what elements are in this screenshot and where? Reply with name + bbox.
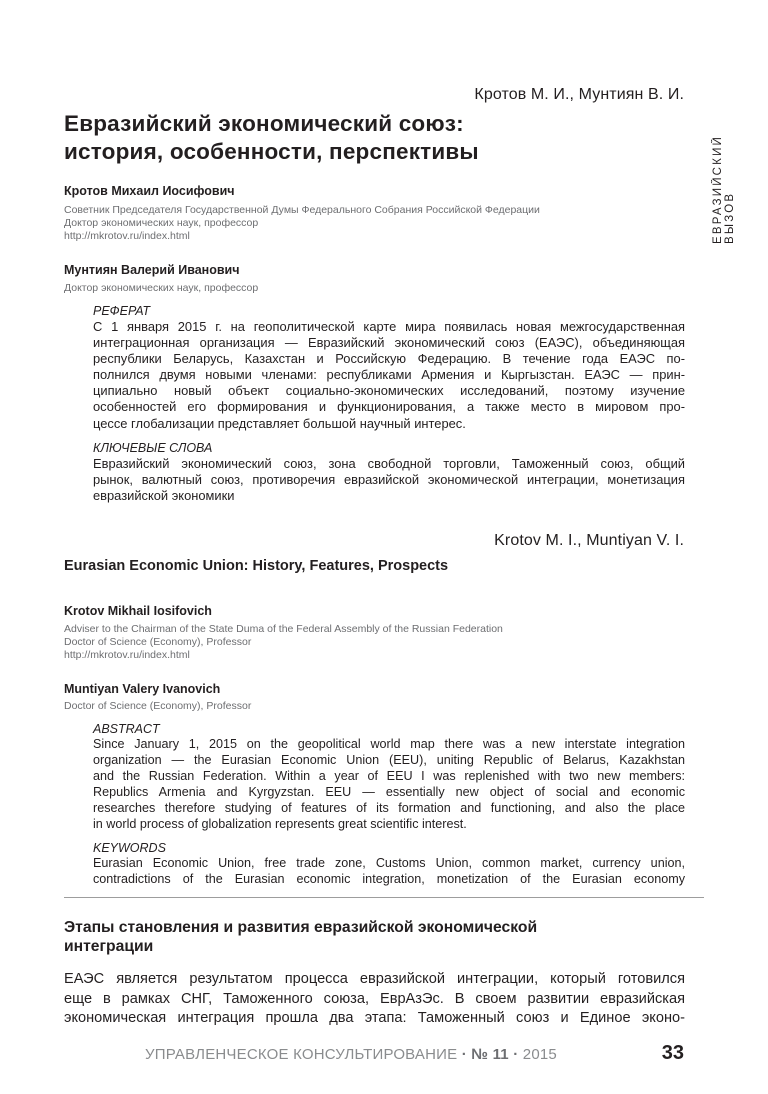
abstract-line: цессе глобализации представляет большой научный интерес. [93, 415, 466, 431]
keywords-text [93, 456, 685, 504]
author-info-line: Советник Председателя Государственной Думы Федерального Собрания Российской Федерации [64, 204, 540, 216]
page-footer [145, 1046, 557, 1063]
abstract-en [93, 721, 685, 832]
author-info-line: Doctor of Science (Economy), Professor [64, 700, 252, 712]
keywords-line: рынок, валютный союз, противоречия евразийской экономической интеграции, монетизация [93, 472, 685, 488]
abstract-text [93, 737, 685, 832]
abstract-line: особенностей его формирования и функционирования, а также место в мировом про- [93, 399, 685, 415]
author2-name-en: Muntiyan Valery Ivanovich [64, 682, 221, 696]
abstract-text [93, 319, 685, 432]
author1-info-en [64, 623, 684, 662]
authors-short-en: Krotov M. I., Muntiyan V. I. [494, 532, 684, 549]
author-info-line: Doctor of Science (Economy), Professor [64, 636, 252, 648]
keywords-heading: KEYWORDS [93, 841, 166, 855]
abstract-line: полнился двумя новыми членами: республиками Армения и Кыргызстан. ЕАЭС — прин- [93, 367, 685, 383]
abstract-line: organization — the Eurasian Economic Union (EEU), uniting Republic of Belarus, Kazakhstan [93, 752, 685, 767]
footer-journal: УПРАВЛЕНЧЕСКОЕ КОНСУЛЬТИРОВАНИЕ [145, 1046, 458, 1063]
keywords-text [93, 856, 685, 888]
section-divider [64, 897, 704, 898]
abstract-heading: РЕФЕРАТ [93, 304, 151, 318]
abstract-line: Republics Armenia and Kyrgyzstan. EEU — essentially new object of social and economic [93, 784, 685, 799]
abstract-ru [93, 303, 685, 432]
keywords-line: Евразийский экономический союз, зона свободной торговли, Таможенный союз, общий [93, 456, 685, 471]
keywords-line: contradictions of the Eurasian economic integration, monetization of the Eurasian economy [93, 871, 685, 886]
section-heading [64, 918, 684, 956]
authors-short-ru: Кротов М. И., Мунтиян В. И. [474, 86, 684, 103]
title-line: Евразийский экономический союз: [64, 111, 464, 136]
author1-name-en: Krotov Mikhail Iosifovich [64, 604, 212, 618]
author-info-link[interactable]: http://mkrotov.ru/index.html [64, 649, 190, 661]
section-body [64, 970, 685, 1029]
keywords-line: Eurasian Economic Union, free trade zone, Customs Union, common market, currency union, [93, 856, 685, 870]
article-title-en: Eurasian Economic Union: History, Features, Prospects [64, 558, 449, 574]
author1-info-ru [64, 204, 684, 243]
body-line: еще в рамках СНГ, Таможенного союза, ЕврАзЭс. В своем развитии евразийская [64, 990, 685, 1007]
author-info-line: Доктор экономических наук, профессор [64, 217, 259, 229]
title-line: история, особенности, перспективы [64, 139, 479, 164]
abstract-line: С 1 января 2015 г. на геополитической карте мира появилась новая межгосударственная [93, 319, 685, 334]
body-line: экономическая интеграция прошла два этапа: Таможенный союз и Единое эконо- [64, 1010, 685, 1026]
section-heading-line: интеграции [64, 938, 154, 955]
abstract-line: Since January 1, 2015 on the geopolitical world map there was a new interstate integration [93, 737, 685, 751]
journal-section-label: ЕВРАЗИЙСКИЙ ВЫЗОВ [712, 135, 736, 244]
abstract-heading: ABSTRACT [93, 722, 160, 736]
keywords-line: евразийской экономики [93, 488, 235, 504]
footer-issue: № 11 [471, 1046, 509, 1063]
abstract-line: and the Russian Federation. Within a year of EEU I was replenished with two new members: [93, 768, 685, 783]
author2-info-ru [64, 282, 684, 295]
author1-name-ru: Кротов Михаил Иосифович [64, 184, 235, 198]
abstract-line: researches therefore studying of features of its formation and functioning, and also the place [93, 800, 685, 815]
abstract-line: республики Беларусь, Казахстан и Российскую Федерацию. В течение года ЕАЭС по- [93, 351, 685, 367]
keywords-heading: КЛЮЧЕВЫЕ СЛОВА [93, 441, 213, 455]
author2-info-en [64, 700, 684, 713]
author-info-link[interactable]: http://mkrotov.ru/index.html [64, 230, 190, 242]
footer-separator: · [513, 1046, 519, 1063]
author2-name-ru: Мунтиян Валерий Иванович [64, 263, 240, 277]
author-info-line: Adviser to the Chairman of the State Duma of the Federal Assembly of the Russian Federation [64, 623, 503, 635]
body-line: ЕАЭС является результатом процесса евразийской интеграции, который готовился [64, 971, 685, 987]
author-info-line: Доктор экономических наук, профессор [64, 282, 259, 294]
section-heading-line: Этапы становления и развития евразийской экономической [64, 919, 538, 936]
article-title-ru [64, 110, 684, 166]
keywords-ru [93, 440, 685, 504]
keywords-en [93, 840, 685, 888]
footer-separator: · [461, 1046, 467, 1063]
page-number: 33 [661, 1042, 684, 1064]
abstract-line: in world process of globalization represents great scientific interest. [93, 816, 467, 831]
abstract-line: ципиально новый объект социально-экономических исследований, поэтому изучение [93, 383, 685, 399]
abstract-line: интеграционная организация — Евразийский экономический союз (ЕАЭС), объединяющая [93, 335, 685, 351]
footer-year: 2015 [522, 1046, 557, 1063]
